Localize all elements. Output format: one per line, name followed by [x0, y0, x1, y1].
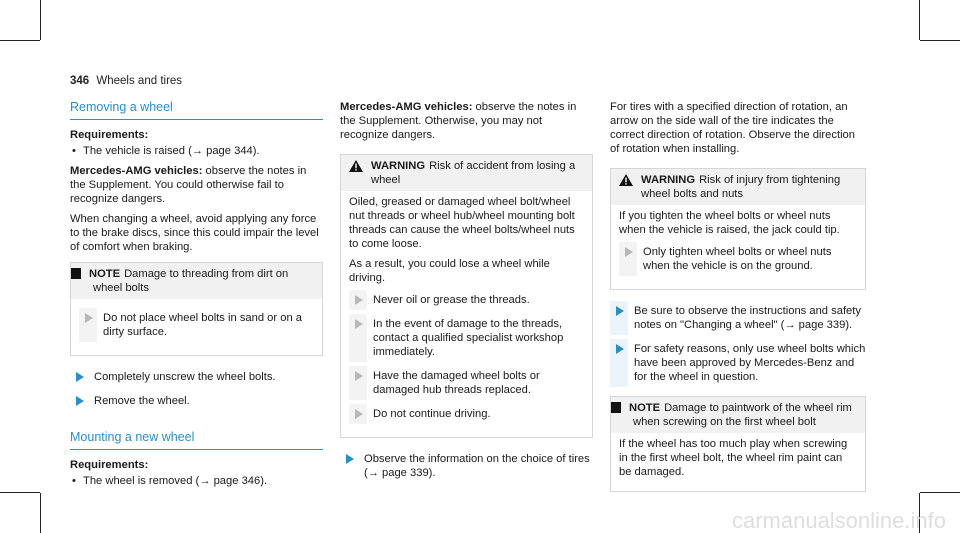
note-heading-text: Damage to threading from dirt on wheel bolts	[93, 268, 289, 294]
crop-mark	[0, 492, 40, 493]
notice-icon: !	[71, 268, 81, 279]
warning-triangle-icon	[619, 174, 633, 186]
removing-wheel-title: Removing a wheel	[70, 100, 323, 120]
warning-heading	[611, 169, 865, 205]
instruction-step	[610, 342, 866, 384]
step-arrow-icon	[616, 344, 624, 354]
notice-icon: !	[611, 402, 621, 413]
warning-step	[349, 407, 584, 421]
warning-step-text: Never oil or grease the threads.	[373, 294, 530, 306]
note-body	[71, 299, 322, 355]
crop-mark	[920, 492, 960, 493]
requirements-label: Requirements:	[70, 459, 149, 471]
warning-step-text: Do not continue driving.	[373, 408, 491, 420]
warning-box	[610, 168, 866, 290]
step-arrow-icon	[355, 295, 363, 305]
note-paragraph: If the wheel has too much play when screwing in the first wheel bolt, the wheel rim paint can be damaged.	[619, 438, 848, 478]
note-label: NOTE	[89, 268, 121, 280]
instruction-step	[70, 394, 323, 408]
warning-triangle-icon	[349, 160, 363, 172]
step-text: Remove the wheel.	[94, 395, 190, 407]
step-text: For safety reasons, only use wheel bolts which have been approved by Mercedes-Benz and for the wheel in question.	[634, 343, 866, 383]
instruction-step	[610, 304, 866, 332]
note-label: NOTE	[629, 402, 661, 414]
step-arrow-icon	[76, 396, 84, 406]
crop-mark	[40, 0, 41, 40]
amg-text: observe the notes in the Supplement. You could otherwise fail to recognize dangers.	[70, 165, 307, 205]
step-arrow-icon	[355, 319, 363, 329]
warning-step	[349, 369, 584, 397]
warning-step	[619, 245, 857, 273]
warning-box	[340, 154, 593, 438]
warning-label: WARNING	[371, 160, 426, 172]
warning-body	[341, 191, 592, 437]
section-name: Wheels and tires	[96, 75, 183, 87]
amg-label: Mercedes-AMG vehicles:	[340, 101, 473, 113]
warning-step-text: Have the damaged wheel bolts or damaged hub threads replaced.	[373, 370, 540, 396]
page-header	[70, 74, 182, 88]
warning-heading-text: Risk of accident from losing a wheel	[371, 160, 576, 186]
requirement-item: • The vehicle is raised (→ page 344).	[70, 144, 323, 158]
warning-body	[611, 205, 865, 289]
warning-step	[349, 293, 584, 307]
amg-paragraph	[70, 164, 323, 206]
crop-mark	[920, 40, 960, 41]
warning-heading	[341, 155, 592, 191]
mounting-wheel-title: Mounting a new wheel	[70, 430, 323, 450]
note-step	[79, 311, 314, 339]
step-arrow-icon	[346, 454, 354, 464]
page-number: 346	[70, 75, 90, 87]
requirement-item: • The wheel is removed (→ page 346).	[70, 474, 323, 488]
crop-mark	[40, 493, 41, 533]
step-arrow-icon	[355, 371, 363, 381]
rotation-paragraph: For tires with a specified direction of rotation, an arrow on the side wall of the tire indicates the correct direction of rotation. Observe the direction of rotation when installing.	[610, 101, 855, 155]
crop-mark	[919, 0, 920, 40]
step-arrow-icon	[625, 247, 633, 257]
note-step-text: Do not place wheel bolts in sand or on a dirty surface.	[103, 312, 303, 338]
crop-mark	[0, 40, 40, 41]
note-heading-text: Damage to paintwork of the wheel rim when screwing on the first wheel bolt	[633, 402, 852, 428]
step-text: Be sure to observe the instructions and safety notes on "Changing a wheel" (→ page 339).	[634, 305, 861, 331]
watermark: carmanualsonline.info	[731, 508, 946, 533]
warning-label: WARNING	[641, 174, 696, 186]
step-text: Observe the information on the choice of tires (→ page 339).	[364, 453, 590, 479]
step-text: Completely unscrew the wheel bolts.	[94, 371, 276, 383]
amg-text: observe the notes in the Supplement. Otherwise, you may not recognize dangers.	[340, 101, 577, 141]
amg-label: Mercedes-AMG vehicles:	[70, 165, 203, 177]
note-box	[63, 262, 323, 356]
step-arrow-icon	[355, 409, 363, 419]
warning-paragraph: Oiled, greased or damaged wheel bolt/wheel nut threads or wheel hub/wheel mounting bolt threads can cause the wheel bolts/wheel nuts to come loose.	[349, 196, 575, 250]
warning-step	[349, 317, 584, 359]
column-right	[603, 100, 866, 502]
column-left	[63, 100, 323, 494]
note-body	[611, 433, 865, 491]
column-middle	[340, 100, 593, 490]
warning-heading-text: Risk of injury from tightening wheel bolts and nuts	[641, 174, 841, 200]
note-box	[603, 396, 866, 492]
warning-paragraph: As a result, you could lose a wheel while driving.	[349, 258, 550, 284]
requirements-label: Requirements:	[70, 129, 149, 141]
warning-paragraph: If you tighten the wheel bolts or wheel nuts when the vehicle is raised, the jack could tip.	[619, 210, 840, 236]
warning-step-text: Only tighten wheel bolts or wheel nuts when the vehicle is on the ground.	[643, 246, 832, 272]
note-heading	[603, 397, 865, 433]
note-heading	[63, 263, 322, 299]
instruction-step	[70, 370, 323, 384]
step-arrow-icon	[76, 372, 84, 382]
warning-step-text: In the event of damage to the threads, contact a qualified specialist workshop immediately.	[373, 318, 564, 358]
step-arrow-icon	[616, 306, 624, 316]
changing-paragraph: When changing a wheel, avoid applying any force to the brake discs, since this could impair the level of comfort when braking.	[70, 213, 319, 253]
step-arrow-icon	[85, 313, 93, 323]
instruction-step	[340, 452, 593, 480]
amg-paragraph	[340, 100, 593, 142]
